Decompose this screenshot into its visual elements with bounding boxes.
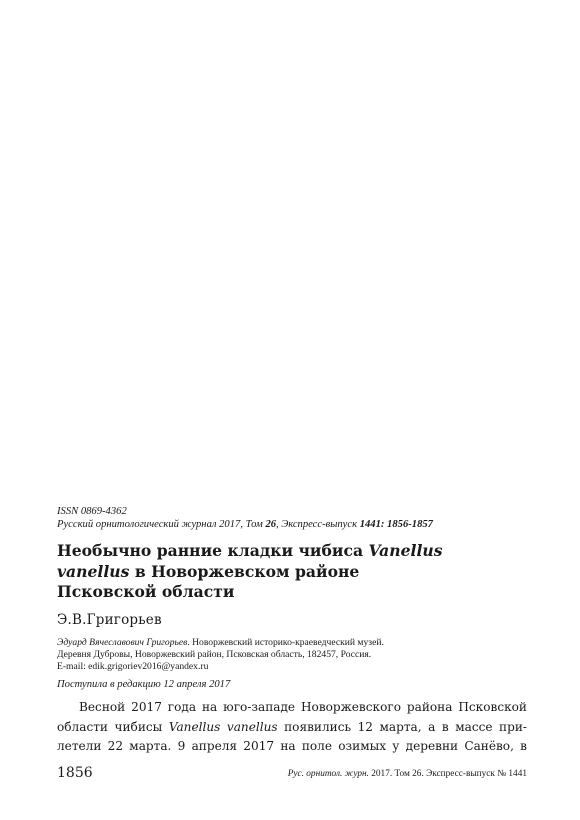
journal-name: Русский орнитологический журнал 2017, Том [57, 519, 266, 530]
body-line-2-end: появились 12 марта, а в массе при- [277, 719, 527, 734]
title-part-1: Необычно ранние кладки чибиса [57, 541, 369, 560]
body-line-2-start: области чибисы [57, 719, 169, 734]
affiliation-email: E-mail: edik.grigoriev2016@yandex.ru [57, 661, 209, 673]
article-title [57, 541, 527, 603]
affiliation-organization: . Новоржевский историко-краеведческий музей. [187, 637, 384, 648]
received-date: Поступила в редакцию 12 апреля 2017 [57, 679, 231, 690]
journal-issue: 1441 [359, 519, 381, 530]
article-author: Э.В.Григорьев [57, 612, 162, 628]
title-species-epithet: vanellus [57, 561, 130, 581]
affiliation-author-name: Эдуард Вячеславович Григорьев [57, 637, 188, 648]
journal-volume: 26 [265, 519, 277, 530]
running-footer-details: 2017. Том 26. Экспресс-выпуск № 1441 [368, 769, 527, 779]
running-footer-journal: Рус. орнитол. журн. [287, 769, 369, 779]
page-number: 1856 [57, 765, 93, 781]
journal-citation-line [57, 518, 433, 531]
title-species-genus: Vanellus [368, 541, 443, 560]
running-footer [288, 768, 527, 780]
body-species-name: Vanellus vanellus [168, 719, 278, 734]
journal-pages: : 1856-1857 [380, 519, 433, 530]
affiliation-line-1 [57, 637, 527, 649]
article-body [57, 698, 527, 757]
affiliation-address: Деревня Дубровы, Новоржевский район, Псковская область, 182457, Россия. [57, 649, 372, 661]
title-part-2: в Новоржевском районе [129, 561, 360, 581]
journal-issue-prefix: , Экспресс-выпуск [276, 519, 360, 530]
body-line-2 [57, 718, 527, 738]
issn-line: ISSN 0869-4362 [57, 506, 127, 517]
body-line-1: Весной 2017 года на юго-западе Новоржевского района Псковской [79, 700, 527, 714]
title-part-3: Псковской области [57, 582, 235, 601]
body-line-3: летели 22 марта. 9 апреля 2017 на поле озимых у деревни Санёво, в [57, 739, 527, 753]
author-affiliation [57, 637, 527, 674]
